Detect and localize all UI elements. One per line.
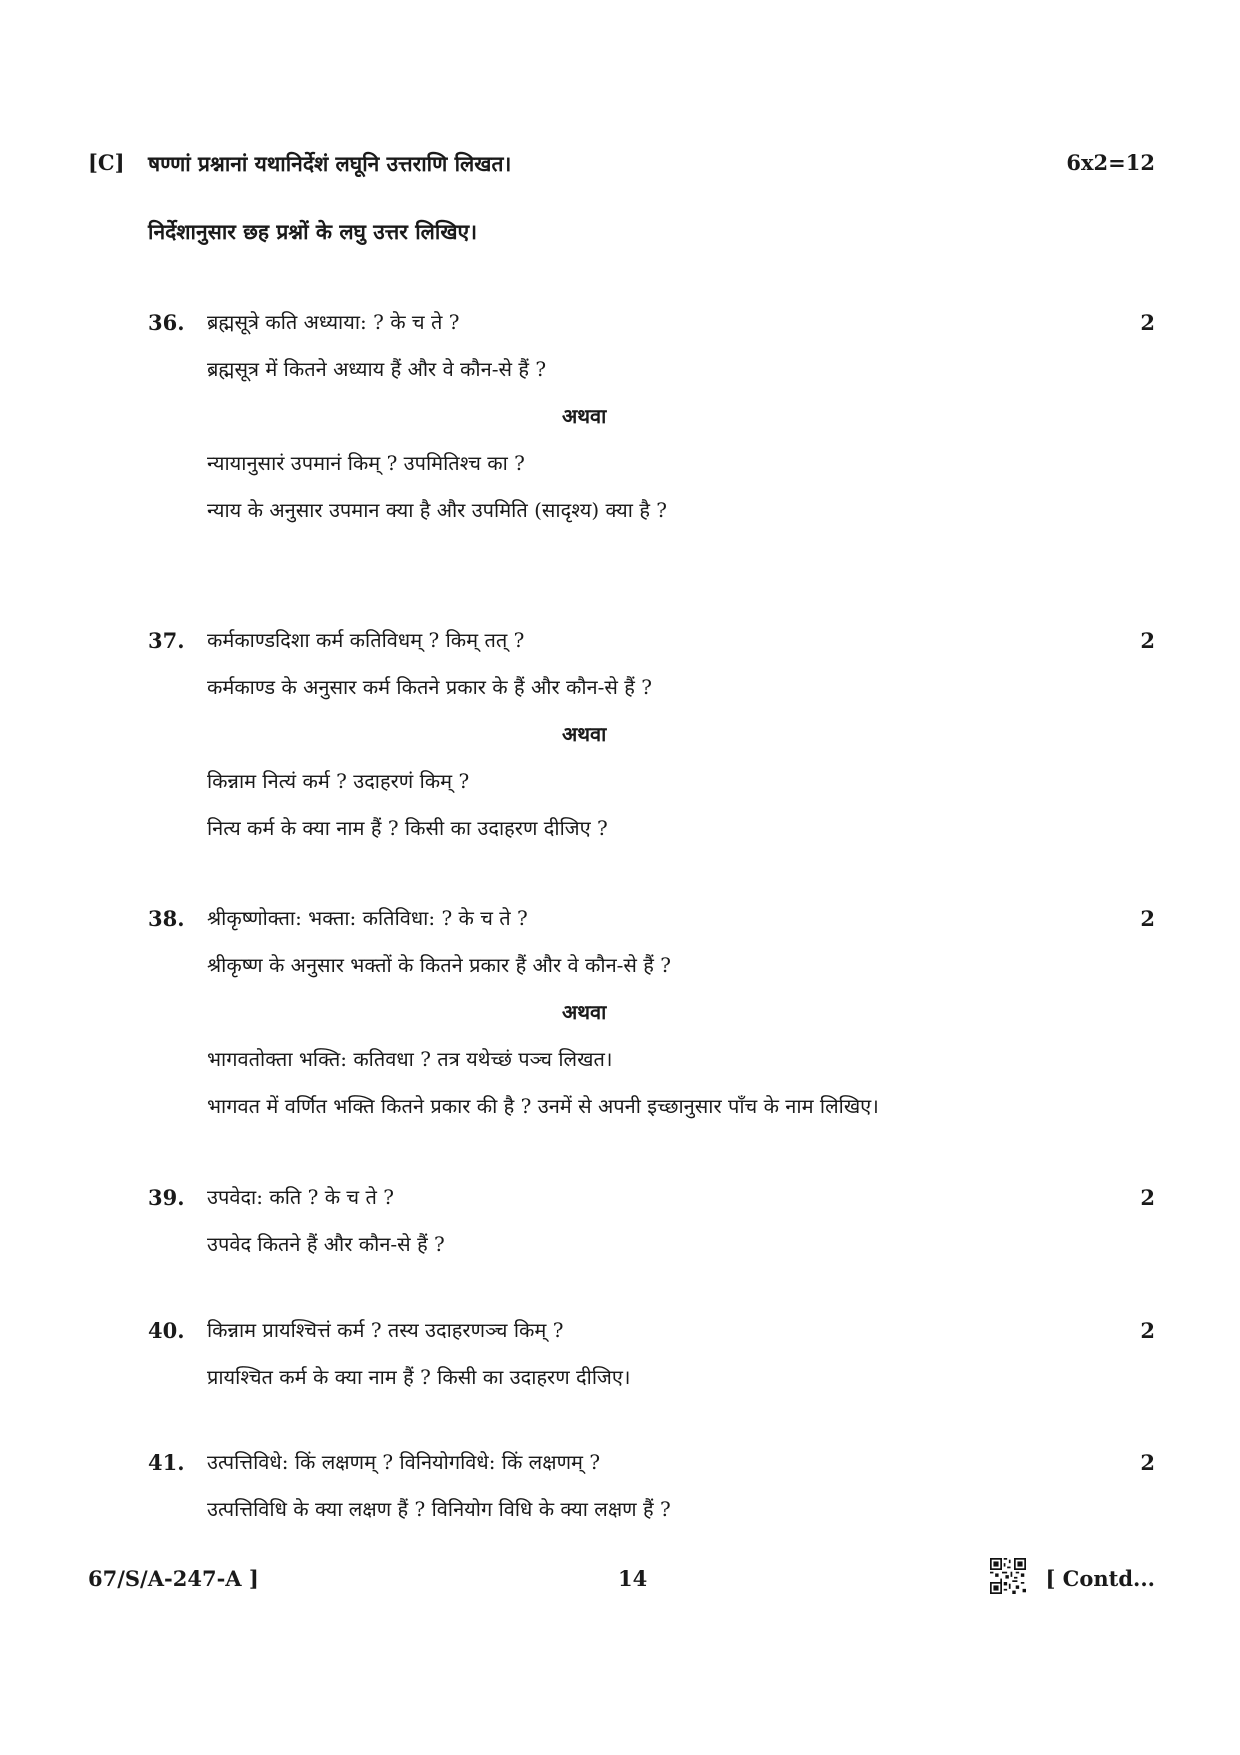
question-number: 39. <box>148 1185 185 1210</box>
section-label: [C] <box>88 150 125 175</box>
question-number: 36. <box>148 310 185 335</box>
question-marks: 2 <box>1140 1185 1155 1210</box>
or-label: अथवा <box>562 722 607 746</box>
qr-code-icon <box>990 1558 1026 1594</box>
question-marks: 2 <box>1140 1318 1155 1343</box>
question-number: 37. <box>148 628 185 653</box>
question-marks: 2 <box>1140 906 1155 931</box>
alt-question-hindi: न्याय के अनुसार उपमान क्या है और उपमिति (सादृश्य) क्या है ? <box>207 498 668 522</box>
page-number: 14 <box>618 1566 648 1591</box>
section-title-hindi: निर्देशानुसार छह प्रश्नों के लघु उत्तर लिखिए। <box>148 219 478 244</box>
question-marks: 2 <box>1140 628 1155 653</box>
paper-code: 67/S/A-247-A ] <box>88 1566 259 1591</box>
question-sanskrit: ब्रह्मसूत्रे कति अध्याया: ? के च ते ? <box>207 310 460 334</box>
question-hindi: उपवेद कितने हैं और कौन-से हैं ? <box>207 1232 445 1256</box>
question-sanskrit: उपवेदा: कति ? के च ते ? <box>207 1185 394 1209</box>
question-number: 41. <box>148 1450 185 1475</box>
question-hindi: उत्पत्तिविधि के क्या लक्षण हैं ? विनियोग विधि के क्या लक्षण हैं ? <box>207 1497 671 1521</box>
question-sanskrit: कर्मकाण्डदिशा कर्म कतिविधम् ? किम् तत् ? <box>207 628 525 652</box>
continued-label: [ Contd... <box>1045 1566 1155 1591</box>
or-label: अथवा <box>562 1000 607 1024</box>
question-marks: 2 <box>1140 1450 1155 1475</box>
question-hindi: श्रीकृष्ण के अनुसार भक्तों के कितने प्रकार हैं और वे कौन-से हैं ? <box>207 953 672 977</box>
section-title-sanskrit: षण्णां प्रश्नानां यथानिर्देशं लघूनि उत्तराणि लिखत। <box>148 151 512 176</box>
section-marks: 6x2=12 <box>1066 150 1155 175</box>
question-sanskrit: उत्पत्तिविधे: किं लक्षणम् ? विनियोगविधे: किं लक्षणम् ? <box>207 1450 601 1474</box>
question-sanskrit: श्रीकृष्णोक्ता: भक्ता: कतिविधा: ? के च ते ? <box>207 906 528 930</box>
alt-question-sanskrit: न्यायानुसारं उपमानं किम् ? उपमितिश्च का ? <box>207 451 525 475</box>
question-hindi: कर्मकाण्ड के अनुसार कर्म कितने प्रकार के हैं और कौन-से हैं ? <box>207 675 652 699</box>
question-hindi: ब्रह्मसूत्र में कितने अध्याय हैं और वे कौन-से हैं ? <box>207 357 547 381</box>
or-label: अथवा <box>562 404 607 428</box>
question-hindi: प्रायश्चित कर्म के क्या नाम हैं ? किसी का उदाहरण दीजिए। <box>207 1365 631 1389</box>
alt-question-sanskrit: भागवतोक्ता भक्ति: कतिवधा ? तत्र यथेच्छं पञ्च लिखत। <box>207 1047 613 1071</box>
alt-question-hindi: नित्य कर्म के क्या नाम हैं ? किसी का उदाहरण दीजिए ? <box>207 816 608 840</box>
question-sanskrit: किन्नाम प्रायश्चित्तं कर्म ? तस्य उदाहरणञ्च किम् ? <box>207 1318 564 1342</box>
question-marks: 2 <box>1140 310 1155 335</box>
question-number: 40. <box>148 1318 185 1343</box>
alt-question-hindi: भागवत में वर्णित भक्ति कितने प्रकार की है ? उनमें से अपनी इच्छानुसार पाँच के नाम लिखिए। <box>207 1094 879 1118</box>
question-number: 38. <box>148 906 185 931</box>
alt-question-sanskrit: किन्नाम नित्यं कर्म ? उदाहरणं किम् ? <box>207 769 470 793</box>
